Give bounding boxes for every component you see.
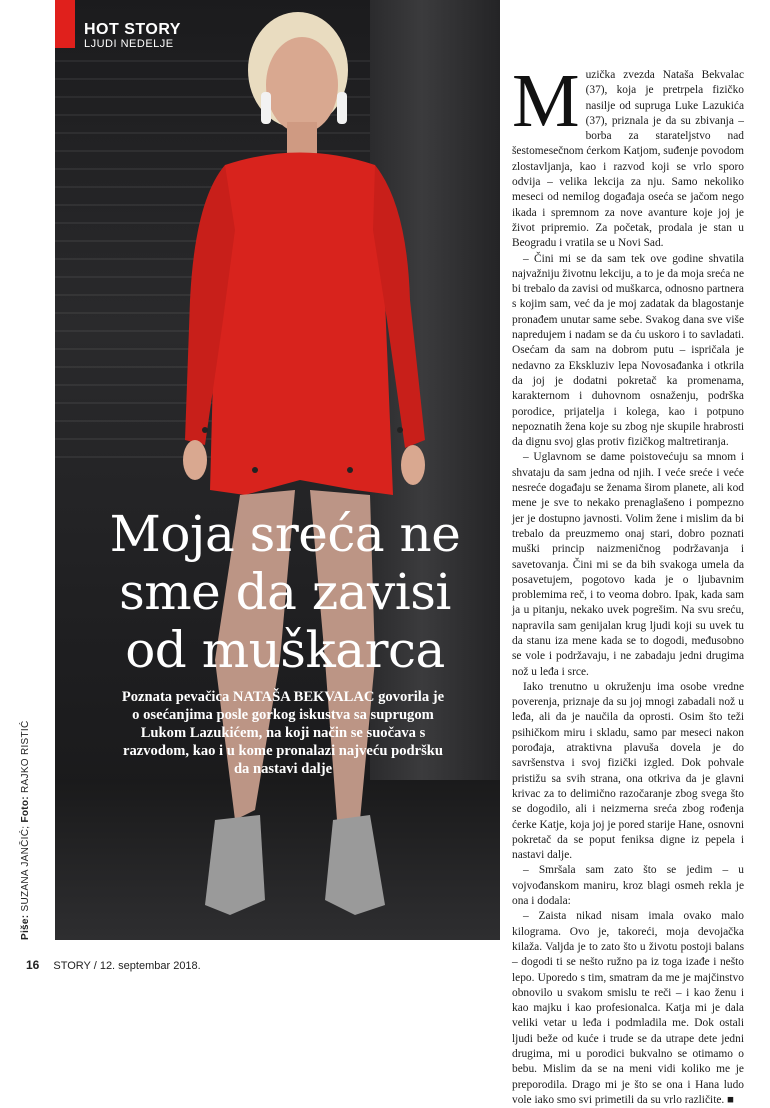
article-paragraph: – Čini mi se da sam tek ove godine shvatila najvažniju životnu lekciju, a to je da moja sreća ne bi trebalo da zavisi od muškarca, odnosno partnera s kojim sam, već da je moj zadatak da blagostanje pronađem unutar same sebe. Svakog dana sve više napredujem i nadam se da ću uskoro i to savladati. Osećam da sam na dobrom putu – ispričala je nedavno za Ekskluziv lepa Novosađanka i otkrila da joj je dodatni pokretač ka promenama, karakternom i duhovnom osnaženju, podrška porodice, prijatelja i kolega, kao i potpuno nepoznatih žena koje su zbog nje skupile hrabrosti da dignu svoj glas protiv fizičkog maltretiranja. [512, 252, 744, 449]
deck-intro: Poznata pevačica [121, 689, 233, 705]
deck-text [118, 688, 448, 778]
article-paragraph: – Smršala sam zato što se jedim – u vojvođanskom maniru, kroz blagi osmeh rekla je ona i dodala: [512, 864, 744, 908]
hero-photo [55, 0, 500, 940]
page-footer [26, 958, 201, 972]
deck-name: NATAŠA BEKVALAC [232, 689, 375, 705]
woman-figure [55, 0, 500, 940]
deck-rest: govorila je o osećanjima posle gorkog iskustva sa suprugom Lukom Lazukićem, na koji način se suočava s razvodom, kao i u kome pronalazi najveću podršku da nastavi dalje [122, 689, 445, 777]
article-paragraph [512, 59, 744, 252]
article-paragraph: – Zaista nikad nisam imala ovako malo kilograma. Ovo je, takoreći, moja devojačka kilaža. Valjda je to zato što u životu postoji balans – dogodi ti se nešto ružno pa iz toga izađe i nešto lepo. Uporedo s tim, smatram da me je majčinstvo obnovilo u svakom smislu te reči – i kao ženu i kao majku i kao profesionalca. Katja mi je dala veliki vetar u leđa i podmladila me. Dok ostali ljudi beže od kuće i trude se da utrape dete jedni drugima, mi u porodici bukvalno se otimamo o bebu. Mislim da se na meni vidi koliko me je preporodila. Drago mi je što se ona i Hana ludo vole iako smo svi primetili da su vrlo različite. ■ [512, 910, 744, 1106]
author-label: Piše: [20, 914, 31, 940]
photo-label: Foto: [20, 796, 31, 826]
article-body [512, 59, 744, 1108]
section-accent-bar [55, 0, 75, 48]
section-title: HOT STORY [84, 21, 181, 38]
section-header [84, 22, 181, 50]
section-subtitle: LJUDI NEDELJE [84, 38, 174, 50]
page-number: 16 [26, 958, 40, 972]
headline-line: sme da zavisi [119, 563, 451, 621]
headline-line: Moja sreća ne [109, 505, 461, 563]
byline-credit [20, 720, 31, 940]
photographer-name: RAJKO RISTIĆ [20, 720, 31, 797]
article-paragraph: – Uglavnom se dame poistovećuju sa mnom i shvataju da sam jedna od njih. I veće sreće i veće nesreće događaju se ženama širom planete, ali kod mene je sve to nekako prenaglašeno i pompezno jer je dostupno javnosti. Volim žene i mislim da bi trebalo da preuzmemo onaj stari, dobro poznati muški princip naizmeničnog podržavanja i savetovanja. Čini mi se da bih svakoga umela da posavetujem, pogotovo kada je o ljubavnim problemima reč, i to veoma dobro. Ipak, kada sam ja u pitanju, nekako uvek pogrešim. Na svu sreću, napravila sam genijalan krug ljudi koji su uvek tu da stanu iza mene kada se to dogodi, međusobno se vole i podržavaju, i ne zabadaju jedni drugima nož u leđa i srce. [512, 451, 744, 678]
drop-cap: M [512, 59, 580, 143]
headline-line: od muškarca [125, 621, 445, 679]
author-name: SUZANA JANČIĆ; [20, 825, 31, 915]
article-paragraph: Iako trenutno u okruženju ima osobe vredne poverenja, priznaje da su joj mnogi zabadali nož u leđa, ali da je naučila da oprosti. Osim što teži psihičkom miru i skladu, samo par meseci nakon porođaja, atraktivna plavuša dovela je do savršenstva i svoj fizički izgled. Dok pohvale pristižu sa svih strana, ona otkriva da je glavni krivac za to delimično razočaranje zbog svega što se dogodilo, ali i neizmerna sreća zbog rođenja ćerke Katje, koja joj je pored starije Hane, osnovni pokretač da se poput feniksa digne iz pepela i nastavi dalje. [512, 680, 744, 862]
headline [75, 505, 495, 679]
paragraph-text: uzička zvezda Nataša Bekvalac (37), koja je pretrpela fizičko nasilje od supruga Luke Lazukića (37), priznala je da su zbivanja – borba za starateljstvo nad šestomesečnom ćerkom Katjom, suđenje povodom zlostavljanja, kao i razvod koji se vrlo sporo odvija – velika lekcija za nju. Samo nekoliko meseci od nemilog događaja oseća se jačom nego ikada i spremnom za nove avanture koje joj je život pripremio. Za početak, prodala je stan u Beogradu i vratila se u Novi Sad. [512, 69, 744, 250]
issue-info: STORY / 12. septembar 2018. [53, 960, 201, 972]
